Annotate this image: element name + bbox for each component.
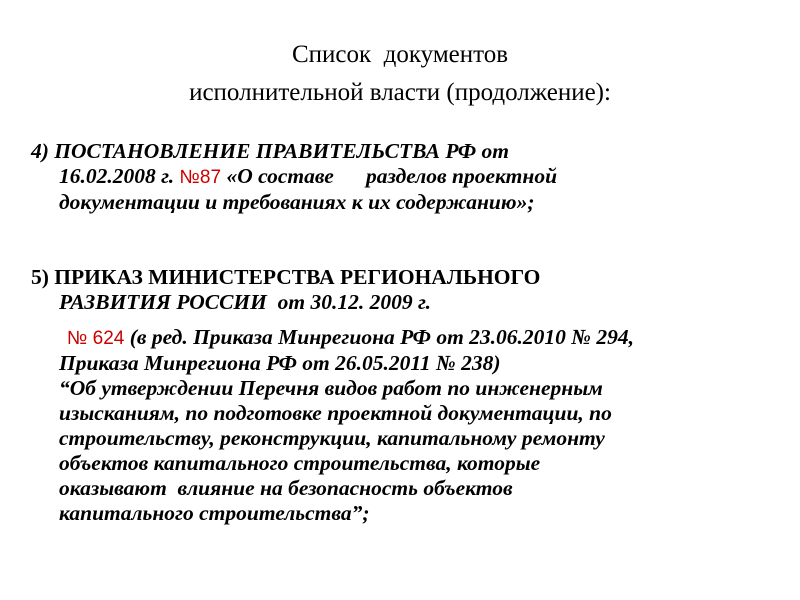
item5-line-4: Приказа Минрегиона РФ от 26.05.2011 № 238) <box>59 351 501 375</box>
slide-title <box>0 36 800 112</box>
item4-line-2-rest: «О составе разделов проектной <box>221 164 558 188</box>
item5-line-7: строительству, реконструкции, капитальному ремонту <box>59 426 605 450</box>
item5-line-6: изысканиям, по подготовке проектной документации, по <box>59 401 612 425</box>
document-number-624: № 624 <box>67 328 125 349</box>
item5-line-2: РАЗВИТИЯ РОССИИ от 30.12. 2009 г. <box>59 290 431 314</box>
item4-line-2 <box>31 164 771 190</box>
list-item-5 <box>31 265 771 526</box>
item4-date: 16.02.2008 г. <box>59 164 180 188</box>
title-line-2: исполнительной власти (продолжение): <box>189 79 611 106</box>
list-item-4 <box>31 139 771 215</box>
item5-line-3-rest: (в ред. Приказа Минрегиона РФ от 23.06.2010 № 294, <box>124 325 634 349</box>
item5-line-10: капитального строительства”; <box>59 501 370 525</box>
item5-line-9: оказывают влияние на безопасность объектов <box>59 476 513 500</box>
item4-line-1: 4) ПОСТАНОВЛЕНИЕ ПРАВИТЕЛЬСТВА РФ от <box>31 139 510 163</box>
title-line-1: Список документов <box>291 41 509 68</box>
item4-line-3: документации и требованиях к их содержанию»; <box>59 190 535 214</box>
spacer <box>31 315 771 325</box>
item5-line-1: 5) ПРИКАЗ МИНИСТЕРСТВА РЕГИОНАЛЬНОГО <box>31 265 541 289</box>
item5-line-8: объектов капитального строительства, которые <box>59 451 541 475</box>
item5-line-5: “Об утверждении Перечня видов работ по инженерным <box>59 376 603 400</box>
item5-line-3 <box>31 325 771 351</box>
document-number-87: №87 <box>179 167 222 188</box>
